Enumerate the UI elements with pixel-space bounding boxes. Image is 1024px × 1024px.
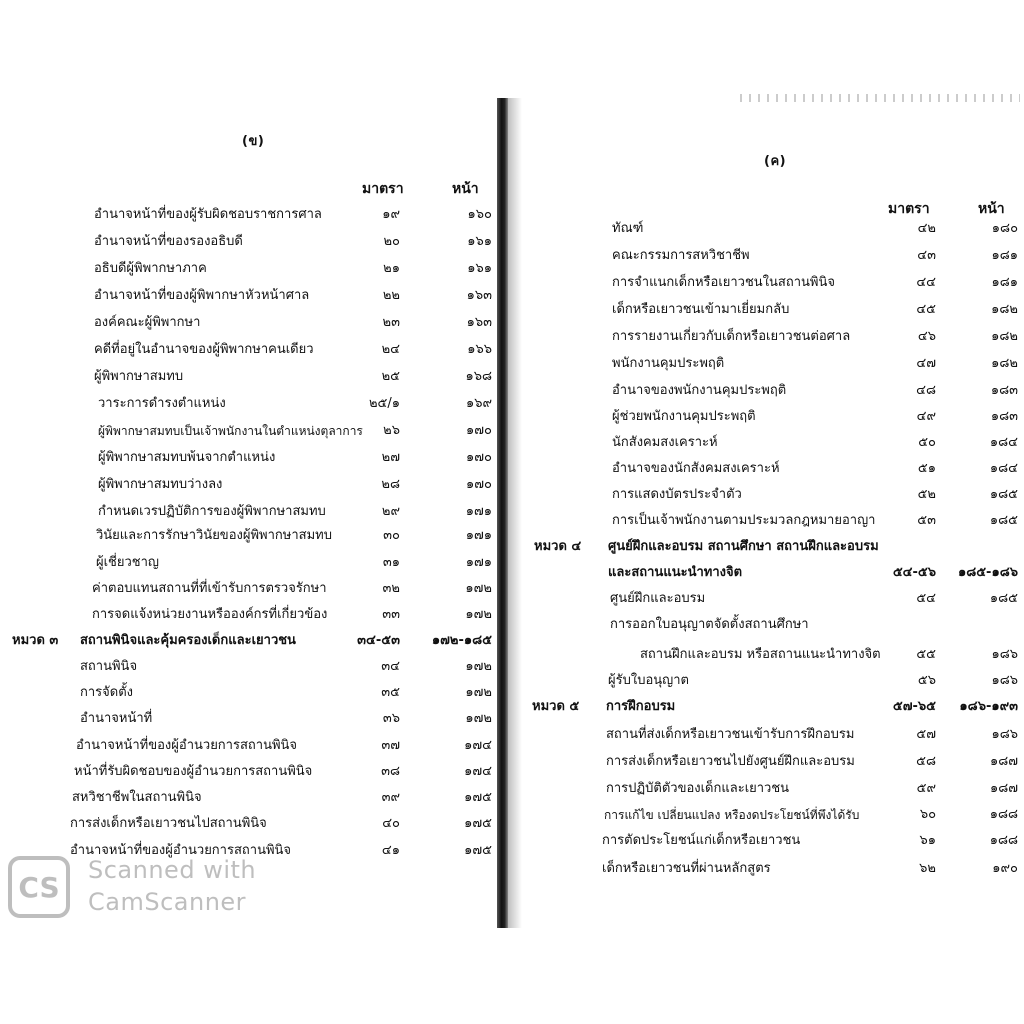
toc-title: ผู้พิพากษาสมทบเป็นเจ้าพนักงานในตำแหน่งตุลาการ xyxy=(98,424,363,438)
toc-section: ๔๒ xyxy=(917,221,936,236)
toc-row xyxy=(0,656,500,680)
toc-title: อำนาจหน้าที่ของผู้รับผิดชอบราชการศาล xyxy=(94,207,322,222)
toc-row xyxy=(0,312,500,336)
toc-row xyxy=(0,578,500,602)
toc-row xyxy=(500,562,1024,586)
camscanner-watermark xyxy=(8,852,268,922)
toc-row xyxy=(500,751,1024,775)
toc-section: ๕๒ xyxy=(917,487,936,502)
toc-page: ๑๖๓ xyxy=(466,315,492,330)
toc-row xyxy=(0,761,500,785)
toc-page: ๑๗๐ xyxy=(466,477,492,492)
toc-title: สถานพินิจและคุ้มครองเด็กและเยาวชน xyxy=(80,633,296,648)
toc-section: ๓๖ xyxy=(382,711,400,726)
toc-section: ๕๔ xyxy=(916,591,936,606)
toc-page: ๑๖๑ xyxy=(467,234,492,249)
toc-title: เด็กหรือเยาวชนที่ผ่านหลักสูตร xyxy=(602,861,771,876)
toc-row xyxy=(500,299,1024,323)
toc-page: ๑๖๐ xyxy=(467,207,492,222)
chapter-label: หมวด ๔ xyxy=(534,539,582,554)
toc-page: ๑๖๙ xyxy=(465,396,492,411)
toc-title: วินัยและการรักษาวินัยของผู้พิพากษาสมทบ xyxy=(96,528,332,543)
toc-section: ๒๓ xyxy=(382,315,400,330)
toc-page: ๑๗๒ xyxy=(465,659,492,674)
toc-page: ๑๗๕ xyxy=(464,816,492,831)
toc-section: ๕๕ xyxy=(916,647,936,662)
toc-page: ๑๖๖ xyxy=(467,342,492,357)
toc-section: ๓๐ xyxy=(383,528,400,543)
toc-row xyxy=(0,552,500,576)
toc-page: ๑๗๐ xyxy=(466,423,492,438)
toc-page: ๑๘๖-๑๙๓ xyxy=(959,699,1018,714)
toc-row xyxy=(0,366,500,390)
toc-page: ๑๘๘ xyxy=(989,833,1018,848)
toc-section: ๔๕ xyxy=(916,302,936,317)
toc-row xyxy=(500,724,1024,748)
toc-section: ๓๘ xyxy=(381,764,400,779)
toc-section: ๔๖ xyxy=(917,329,936,344)
toc-section: ๕๑ xyxy=(917,461,936,476)
toc-title: อำนาจหน้าที่ xyxy=(80,711,153,726)
right-page-label: (ค) xyxy=(764,154,787,169)
toc-page: ๑๘๒ xyxy=(991,302,1018,317)
toc-page: ๑๘๔ xyxy=(989,461,1018,476)
toc-row xyxy=(0,708,500,732)
toc-page: ๑๘๔ xyxy=(989,435,1018,450)
toc-section: ๒๖ xyxy=(383,423,400,438)
toc-title: ผู้พิพากษาสมทบพ้นจากตำแหน่ง xyxy=(98,450,276,465)
toc-title: การแสดงบัตรประจำตัว xyxy=(612,487,742,502)
toc-title: การแก้ไข เปลี่ยนแปลง หรืองดประโยชน์ที่พึงได้รับ xyxy=(604,808,860,822)
toc-row xyxy=(0,393,500,417)
toc-title: อำนาจหน้าที่ของผู้อำนวยการสถานพินิจ xyxy=(76,738,298,753)
toc-section: ๓๗ xyxy=(381,738,400,753)
chapter-label: หมวด ๕ xyxy=(532,699,580,714)
toc-page: ๑๗๒ xyxy=(465,711,492,726)
toc-section: ๕๖ xyxy=(917,673,936,688)
toc-row xyxy=(0,813,500,837)
toc-page: ๑๘๘ xyxy=(989,807,1018,822)
toc-row xyxy=(0,285,500,309)
toc-title: การฝึกอบรม xyxy=(606,699,676,714)
toc-page: ๑๖๑ xyxy=(467,261,492,276)
toc-row xyxy=(500,458,1024,482)
toc-title: คณะกรรมการสหวิชาชีพ xyxy=(612,248,750,263)
toc-row xyxy=(500,670,1024,694)
toc-row xyxy=(0,525,500,549)
toc-title: การตัดประโยชน์แก่เด็กหรือเยาวชน xyxy=(602,833,801,848)
toc-page: ๑๘๓ xyxy=(990,383,1018,398)
toc-section: ๒๙ xyxy=(381,504,400,519)
toc-row xyxy=(0,735,500,759)
toc-title: พนักงานคุมประพฤติ xyxy=(612,356,725,371)
toc-section: ๔๔ xyxy=(916,275,936,290)
toc-title: องค์คณะผู้พิพากษา xyxy=(94,315,201,330)
toc-section: ๔๑ xyxy=(381,843,400,858)
toc-row xyxy=(500,510,1024,534)
toc-title: อำนาจของพนักงานคุมประพฤติ xyxy=(612,383,787,398)
right-page-header: หน้า xyxy=(978,201,1005,217)
watermark-line-2: CamScanner xyxy=(88,888,247,916)
toc-section: ๒๒ xyxy=(382,288,400,303)
toc-title: ผู้ช่วยพนักงานคุมประพฤติ xyxy=(612,409,756,424)
toc-row xyxy=(500,804,1024,828)
toc-title: ทัณฑ์ xyxy=(612,221,644,236)
toc-title: ผู้เชี่ยวชาญ xyxy=(96,555,160,570)
toc-page: ๑๙๐ xyxy=(992,861,1018,876)
toc-title: การจัดตั้ง xyxy=(80,685,134,700)
toc-row xyxy=(500,858,1024,882)
toc-row xyxy=(0,604,500,628)
toc-title: และสถานแนะนำทางจิต xyxy=(608,565,743,580)
toc-title: การปฏิบัติตัวของเด็กและเยาวชน xyxy=(606,781,790,796)
toc-row xyxy=(0,420,500,444)
toc-page: ๑๘๐ xyxy=(991,221,1018,236)
toc-row xyxy=(500,778,1024,802)
toc-title: ผู้รับใบอนุญาต xyxy=(608,673,689,688)
toc-section: ๖๑ xyxy=(919,833,936,848)
toc-page: ๑๘๕-๑๘๖ xyxy=(957,565,1018,580)
toc-row xyxy=(500,272,1024,296)
toc-page: ๑๖๓ xyxy=(466,288,492,303)
toc-row xyxy=(500,380,1024,404)
toc-section: ๓๒ xyxy=(382,581,400,596)
toc-page: ๑๘๑ xyxy=(991,275,1018,290)
toc-row xyxy=(500,406,1024,430)
toc-title: สถานที่ส่งเด็กหรือเยาวชนเข้ารับการฝึกอบรม xyxy=(606,727,855,742)
toc-section: ๖๒ xyxy=(919,861,936,876)
toc-title: การออกใบอนุญาตจัดตั้งสถานศึกษา xyxy=(610,617,809,632)
toc-section: ๕๙ xyxy=(916,781,936,796)
toc-page: ๑๘๖ xyxy=(991,727,1018,742)
toc-row xyxy=(0,339,500,363)
toc-title: อำนาจหน้าที่ของรองอธิบดี xyxy=(94,234,243,249)
right-section-header: มาตรา xyxy=(888,201,930,217)
toc-title: หน้าที่รับผิดชอบของผู้อำนวยการสถานพินิจ xyxy=(74,764,313,779)
toc-title: การส่งเด็กหรือเยาวชนไปสถานพินิจ xyxy=(70,816,267,831)
toc-row xyxy=(0,258,500,282)
toc-page: ๑๗๕ xyxy=(464,843,492,858)
toc-title: การเป็นเจ้าพนักงานตามประมวลกฎหมายอาญา xyxy=(612,513,876,528)
toc-page: ๑๘๕ xyxy=(989,591,1018,606)
toc-page: ๑๖๘ xyxy=(465,369,492,384)
left-page-header: หน้า xyxy=(452,181,479,197)
toc-title: การรายงานเกี่ยวกับเด็กหรือเยาวชนต่อศาล xyxy=(612,329,851,344)
toc-section: ๓๕ xyxy=(381,685,400,700)
left-page-label: (ข) xyxy=(242,134,265,149)
toc-page: ๑๘๕ xyxy=(989,487,1018,502)
toc-section: ๔๙ xyxy=(916,409,936,424)
toc-section: ๒๕ xyxy=(381,369,400,384)
toc-row xyxy=(0,787,500,811)
toc-page: ๑๘๒ xyxy=(991,329,1018,344)
toc-section: ๕๓ xyxy=(917,513,936,528)
toc-title: กำหนดเวรปฏิบัติการของผู้พิพากษาสมทบ xyxy=(98,504,326,519)
toc-title: สถานฝึกและอบรม หรือสถานแนะนำทางจิต xyxy=(640,647,881,662)
toc-section: ๖๐ xyxy=(919,807,936,822)
toc-title: คดีที่อยู่ในอำนาจของผู้พิพากษาคนเดียว xyxy=(94,342,314,357)
toc-title: เด็กหรือเยาวชนเข้ามาเยี่ยมกลับ xyxy=(612,302,790,317)
toc-page: ๑๘๗ xyxy=(989,754,1018,769)
toc-page: ๑๗๒ xyxy=(465,607,492,622)
toc-page: ๑๗๑ xyxy=(465,528,492,543)
toc-title: การส่งเด็กหรือเยาวชนไปยังศูนย์ฝึกและอบรม xyxy=(606,754,855,769)
chapter-label: หมวด ๓ xyxy=(12,633,59,648)
toc-row xyxy=(500,614,1024,638)
toc-section: ๔๘ xyxy=(916,383,936,398)
toc-page: ๑๘๕ xyxy=(989,513,1018,528)
toc-chapter-row xyxy=(0,630,500,654)
toc-title: ผู้พิพากษาสมทบ xyxy=(94,369,184,384)
toc-title: ผู้พิพากษาสมทบว่างลง xyxy=(98,477,223,492)
toc-row xyxy=(0,501,500,525)
toc-row xyxy=(0,682,500,706)
toc-row xyxy=(0,447,500,471)
toc-section: ๒๔ xyxy=(381,342,400,357)
watermark-line-1: Scanned with xyxy=(88,856,257,884)
camscanner-logo-icon: CS xyxy=(8,856,70,918)
toc-title: ค่าตอบแทนสถานที่ที่เข้ารับการตรวจรักษา xyxy=(92,581,327,596)
left-section-header: มาตรา xyxy=(362,181,404,197)
toc-row xyxy=(0,474,500,498)
toc-row xyxy=(0,204,500,228)
toc-chapter-row xyxy=(500,696,1024,720)
toc-title: การจดแจ้งหน่วยงานหรือองค์กรที่เกี่ยวข้อง xyxy=(92,607,328,622)
toc-page: ๑๗๕ xyxy=(464,790,492,805)
toc-title: ศูนย์ฝึกและอบรม xyxy=(610,591,706,606)
toc-row xyxy=(500,353,1024,377)
toc-page: ๑๘๒ xyxy=(991,356,1018,371)
toc-title: สหวิชาชีพในสถานพินิจ xyxy=(72,790,202,805)
toc-section: ๓๑ xyxy=(382,555,400,570)
toc-section: ๓๔-๕๓ xyxy=(357,633,400,648)
toc-chapter-row xyxy=(500,536,1024,560)
toc-page: ๑๗๐ xyxy=(466,450,492,465)
toc-page: ๑๘๖ xyxy=(991,673,1018,688)
toc-page: ๑๗๔ xyxy=(464,738,492,753)
toc-row xyxy=(500,644,1024,668)
toc-title: การจำแนกเด็กหรือเยาวชนในสถานพินิจ xyxy=(612,275,835,290)
toc-page: ๑๘๖ xyxy=(991,647,1018,662)
toc-row xyxy=(0,231,500,255)
toc-section: ๔๓ xyxy=(917,248,936,263)
toc-page: ๑๗๔ xyxy=(464,764,492,779)
toc-page: ๑๘๗ xyxy=(989,781,1018,796)
toc-section: ๓๓ xyxy=(382,607,400,622)
toc-title: ศูนย์ฝึกและอบรม สถานศึกษา สถานฝึกและอบรม xyxy=(608,539,879,554)
toc-title: สถานพินิจ xyxy=(80,659,138,674)
toc-page: ๑๘๓ xyxy=(990,409,1018,424)
toc-section: ๒๑ xyxy=(383,261,400,276)
toc-section: ๓๔ xyxy=(381,659,400,674)
toc-row xyxy=(500,588,1024,612)
toc-title: อำนาจของนักสังคมสงเคราะห์ xyxy=(612,461,780,476)
toc-section: ๑๙ xyxy=(382,207,400,222)
toc-row xyxy=(500,830,1024,854)
toc-section: ๕๘ xyxy=(916,754,936,769)
toc-page: ๑๘๑ xyxy=(991,248,1018,263)
toc-section: ๒๕/๑ xyxy=(368,396,400,411)
toc-row xyxy=(500,245,1024,269)
toc-section: ๕๐ xyxy=(918,435,936,450)
toc-section: ๔๐ xyxy=(382,816,400,831)
toc-page: ๑๗๑ xyxy=(465,555,492,570)
toc-title: วาระการดำรงตำแหน่ง xyxy=(98,396,226,411)
toc-row xyxy=(500,218,1024,242)
right-page xyxy=(500,0,1024,1024)
toc-title: อำนาจหน้าที่ของผู้พิพากษาหัวหน้าศาล xyxy=(94,288,310,303)
toc-page: ๑๗๒ xyxy=(465,581,492,596)
toc-section: ๒๗ xyxy=(381,450,400,465)
toc-title: นักสังคมสงเคราะห์ xyxy=(612,435,718,450)
toc-title: อำนาจหน้าที่ของผู้อำนวยการสถานพินิจ xyxy=(70,843,292,858)
toc-row xyxy=(500,432,1024,456)
toc-section: ๒๘ xyxy=(381,477,400,492)
toc-section: ๕๗-๖๕ xyxy=(892,699,936,714)
toc-page: ๑๗๑ xyxy=(465,504,492,519)
toc-section: ๔๗ xyxy=(916,356,936,371)
toc-section: ๒๐ xyxy=(383,234,400,249)
toc-section: ๓๙ xyxy=(381,790,400,805)
toc-title: อธิบดีผู้พิพากษาภาค xyxy=(94,261,207,276)
toc-row xyxy=(500,484,1024,508)
toc-section: ๕๔-๕๖ xyxy=(892,565,936,580)
toc-page: ๑๗๒-๑๘๕ xyxy=(431,633,492,648)
toc-page: ๑๗๒ xyxy=(465,685,492,700)
toc-section: ๕๗ xyxy=(916,727,936,742)
toc-row xyxy=(500,326,1024,350)
